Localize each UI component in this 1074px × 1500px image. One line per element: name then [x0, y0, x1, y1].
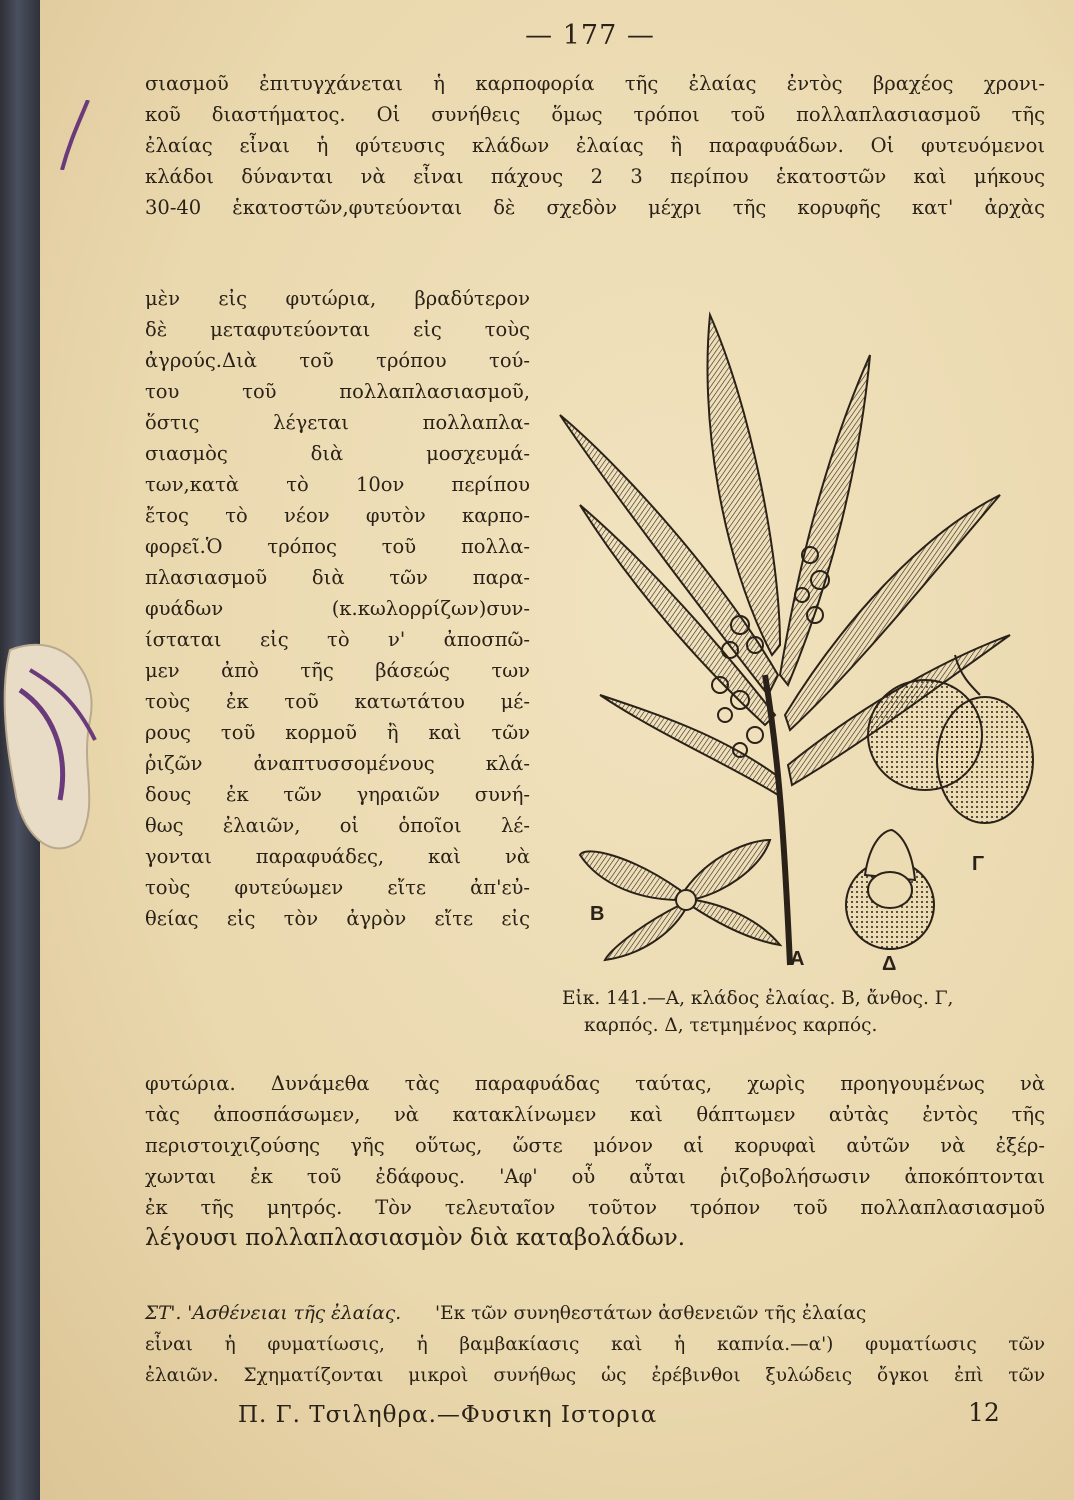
text-line: θείας εἰς τὸν ἀγρὸν εἴτε εἰς: [145, 907, 530, 930]
text-line: φορεῖ.Ὁ τρόπος τοῦ πολλα-: [145, 535, 530, 558]
text-line: ἐλαίας εἶναι ἡ φύτευσις κλάδων ἐλαίας ἢ παραφυάδων. Οἱ φυτευόμενοι: [145, 134, 1045, 157]
section-diseases: [145, 1298, 1045, 1391]
text-line: ἔτος τὸ νέον φυτὸν καρπο-: [145, 504, 530, 527]
text-line: χωνται ἐκ τοῦ ἐδάφους. 'Αφ' οὗ αὗται ῥιζοβολήσωσιν ἀποκόπτονται: [145, 1165, 1045, 1188]
text-line: θως ἐλαιῶν, οἱ ὁποῖοι λέ-: [145, 814, 530, 837]
book-page: [40, 0, 1074, 1500]
text-line: γονται παραφυάδες, καὶ νὰ: [145, 845, 530, 868]
olive-branch-figure: [540, 295, 1050, 985]
section-line: ἐλαιῶν. Σχηματίζονται μικροὶ συνήθως ὡς ἐρέβινθοι ξυλώδεις ὄγκοι ἐπὶ τῶν: [145, 1365, 1045, 1386]
signature-number: 12: [968, 1398, 1000, 1427]
text-line: περιστοιχιζούσης γῆς οὕτως, ὥστε μόνον αἱ κορυφαὶ αὐτῶν νὰ ἐξέρ-: [145, 1134, 1045, 1157]
text-line: του τοῦ πολλαπλασιασμοῦ,: [145, 380, 530, 403]
bottom-paragraph: [145, 1068, 1045, 1254]
text-line: ρους τοῦ κορμοῦ ἢ καὶ τῶν: [145, 721, 530, 744]
text-line: φυτώρια. Δυνάμεθα τὰς παραφυάδας ταύτας, χωρὶς προηγουμένως νὰ: [145, 1072, 1045, 1095]
text-line: ίσταται εἰς τὸ ν' ἀποσπῶ-: [145, 628, 530, 651]
text-line: δὲ μεταφυτεύονται εἰς τοὺς: [145, 318, 530, 341]
top-paragraph: [145, 68, 1045, 223]
text-line: κοῦ διαστήματος. Οἱ συνήθεις ὅμως τρόποι τοῦ πολλαπλασιασμοῦ τῆς: [145, 103, 1045, 126]
section-line: [145, 1298, 1045, 1329]
text-line: 30-40 ἑκατοστῶν,φυτεύονται δὲ σχεδὸν μέχρι τῆς κορυφῆς κατ' ἀρχὰς: [145, 196, 1045, 219]
text-line: σιασμοῦ ἐπιτυγχάνεται ἡ καρποφορία τῆς ἐλαίας ἐντὸς βραχέος χρονι-: [145, 72, 1045, 95]
figure-caption: [562, 985, 1052, 1039]
text-line: τὰς ἀποσπάσωμεν, νὰ κατακλίνωμεν καὶ θάπτωμεν αὐτὰς ἐντὸς τῆς: [145, 1103, 1045, 1126]
text-line: των,κατὰ τὸ 10ον περίπου: [145, 473, 530, 496]
section-heading: ΣΤ'. 'Ασθένειαι τῆς ἐλαίας.: [145, 1303, 402, 1324]
text-line: σιασμὸς διὰ μοσχευμά-: [145, 442, 530, 465]
pressed-flower: [0, 630, 110, 870]
label-a: Α: [790, 948, 805, 970]
text-line: κλάδοι δύνανται νὰ εἶναι πάχους 2 3 περίπου ἑκατοστῶν καὶ μήκους: [145, 165, 1045, 188]
column-paragraph: [145, 283, 530, 934]
text-line: ἐκ τῆς μητρός. Τὸν τελευταῖον τοῦτον τρόπον τοῦ πολλαπλασιασμοῦ: [145, 1196, 1045, 1219]
section-text: 'Εκ τῶν συνηθεστάτων ἀσθενειῶν τῆς ἐλαίας: [435, 1303, 867, 1324]
section-line: εἶναι ἡ φυματίωσις, ἡ βαμβακίασις καὶ ἡ καπνία.—α') φυματίωσις τῶν: [145, 1334, 1045, 1355]
olive-branch-engraving: [540, 295, 1050, 985]
text-line: μεν ἀπὸ τῆς βάσεώς των: [145, 659, 530, 682]
label-b: Β: [590, 903, 605, 925]
text-line: ἀγρούς.Διὰ τοῦ τρόπου τού-: [145, 349, 530, 372]
caption-line: καρπός. Δ, τετμημένος καρπός.: [584, 1015, 878, 1036]
text-line: τοὺς φυτεύωμεν εἴτε ἀπ'εὐ-: [145, 876, 530, 899]
text-line: ὅστις λέγεται πολλαπλα-: [145, 411, 530, 434]
label-g: Γ: [972, 853, 985, 875]
text-line: φυάδων (κ.κωλορρίζων)συν-: [145, 597, 530, 620]
text-line: μὲν εἰς φυτώρια, βραδύτερον: [145, 287, 530, 310]
text-line: λέγουσι πολλαπλασιασμὸν διὰ καταβολάδων.: [145, 1225, 686, 1251]
text-line: πλασιασμοῦ διὰ τῶν παρα-: [145, 566, 530, 589]
signature-title: Π. Γ. Τσιληθρα.—Φυσικη Ιστορια: [238, 1402, 658, 1428]
text-line: δους ἐκ τῶν γηραιῶν συνή-: [145, 783, 530, 806]
text-line: τοὺς ἐκ τοῦ κατωτάτου μέ-: [145, 690, 530, 713]
page-number: — 177 —: [525, 20, 655, 51]
caption-line: Εἰκ. 141.—Α, κλάδος ἐλαίας. Β, ἄνθος. Γ,: [562, 988, 954, 1009]
label-d: Δ: [882, 953, 897, 975]
purple-ribbon: [60, 100, 90, 170]
text-line: ῥιζῶν ἀναπτυσσομένους κλά-: [145, 752, 530, 775]
